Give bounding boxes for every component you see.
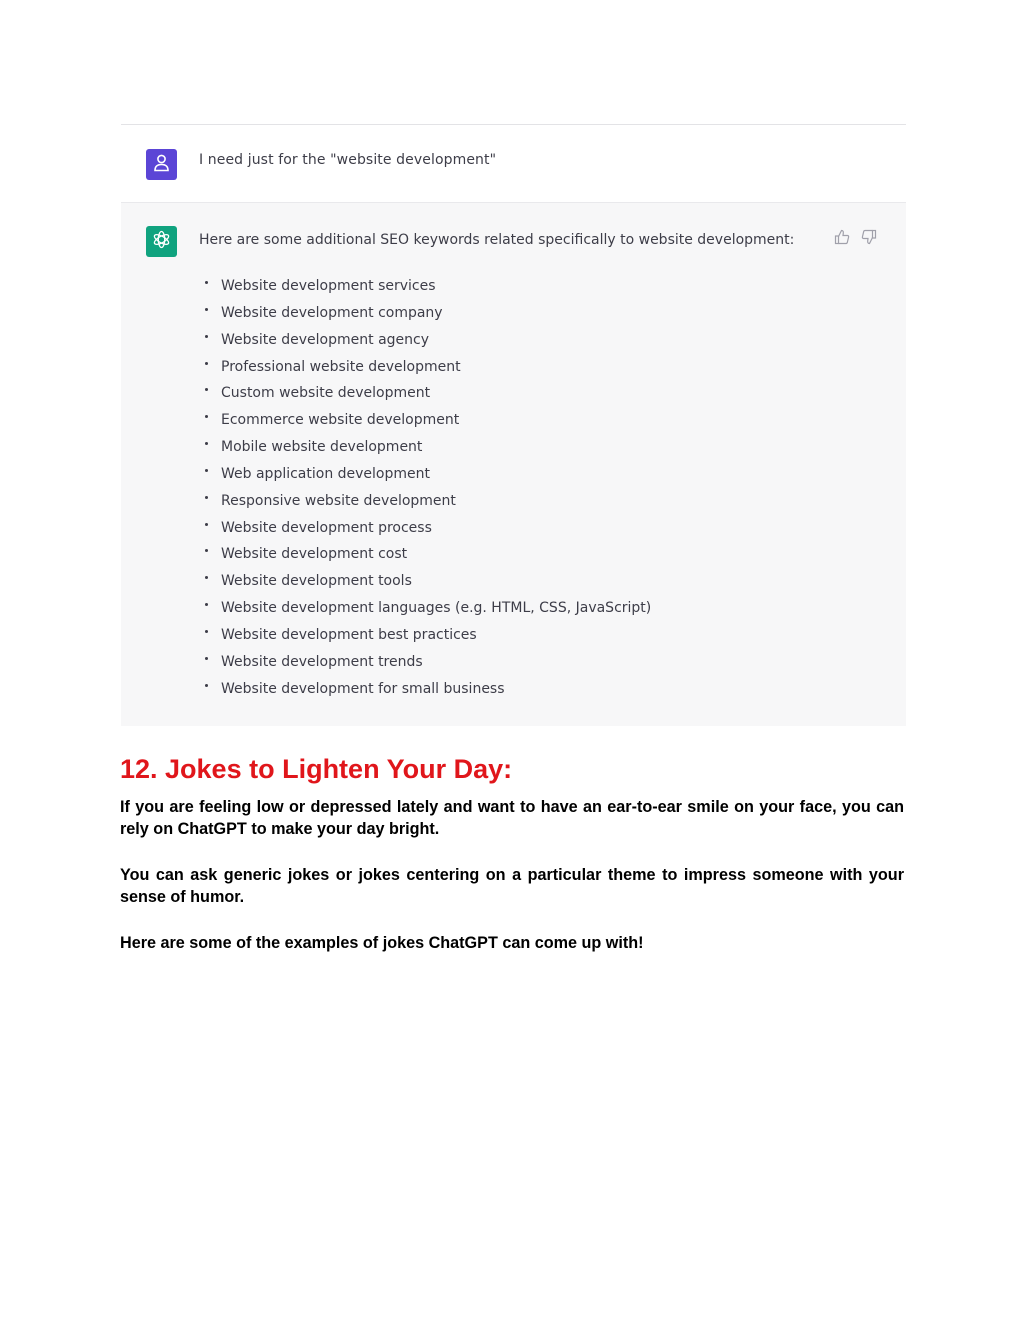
- list-item: Website development company: [201, 305, 651, 332]
- user-message-row: [121, 125, 906, 203]
- thumbs-down-icon[interactable]: [861, 229, 877, 245]
- assistant-avatar: [146, 226, 177, 257]
- paragraph: If you are feeling low or depressed lately and want to have an ear-to-ear smile on your face, you can rely on ChatGPT to make your day bright.: [120, 798, 904, 838]
- list-item: Website development trends: [201, 654, 651, 681]
- user-avatar: [146, 149, 177, 180]
- list-item: Website development languages (e.g. HTML, CSS, JavaScript): [201, 600, 651, 627]
- assistant-intro-text: Here are some additional SEO keywords related specifically to website development:: [199, 232, 795, 248]
- list-item: Website development services: [201, 278, 651, 305]
- list-item: Website development process: [201, 520, 651, 547]
- assistant-message-row: [121, 203, 906, 726]
- paragraph: Here are some of the examples of jokes ChatGPT can come up with!: [120, 934, 644, 952]
- thumbs-up-icon[interactable]: [834, 229, 850, 245]
- keyword-list: [201, 278, 651, 708]
- list-item: Ecommerce website development: [201, 412, 651, 439]
- list-item: Professional website development: [201, 359, 651, 386]
- list-item: Website development best practices: [201, 627, 651, 654]
- openai-logo-icon: [151, 229, 172, 254]
- user-message-text: I need just for the "website development": [199, 152, 497, 168]
- list-item: Web application development: [201, 466, 651, 493]
- list-item: Custom website development: [201, 385, 651, 412]
- feedback-buttons: [834, 229, 877, 245]
- section-heading: 12. Jokes to Lighten Your Day:: [120, 754, 513, 784]
- list-item: Website development agency: [201, 332, 651, 359]
- list-item: Mobile website development: [201, 439, 651, 466]
- paragraph: You can ask generic jokes or jokes centering on a particular theme to impress someone with your sense of humor.: [120, 866, 904, 906]
- list-item: Website development tools: [201, 573, 651, 600]
- list-item: Website development for small business: [201, 681, 651, 708]
- chatgpt-screenshot: [121, 124, 906, 726]
- list-item: Responsive website development: [201, 493, 651, 520]
- user-icon: [153, 153, 170, 176]
- list-item: Website development cost: [201, 546, 651, 573]
